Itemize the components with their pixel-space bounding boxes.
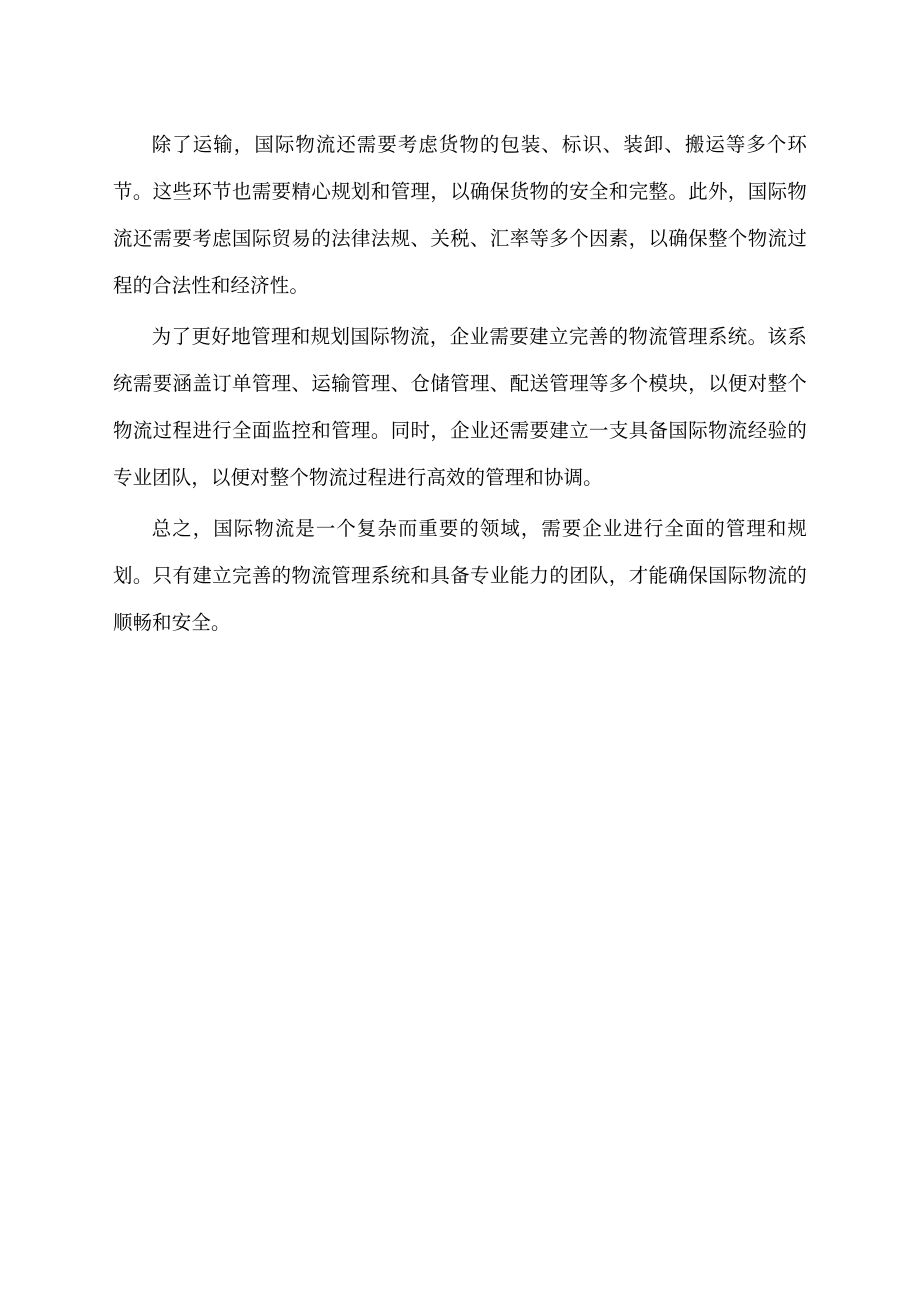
paragraph-packaging-and-regulations: 除了运输，国际物流还需要考虑货物的包装、标识、装卸、搬运等多个环节。这些环节也需要精心规划和管理，以确保货物的安全和完整。此外，国际物流还需要考虑国际贸易的法律法规、关税、汇率等多个因素，以确保整个物流过程的合法性和经济性。 [113,133,807,297]
paragraph-logistics-management-system: 为了更好地管理和规划国际物流，企业需要建立完善的物流管理系统。该系统需要涵盖订单管理、运输管理、仓储管理、配送管理等多个模块，以便对整个物流过程进行全面监控和管理。同时，企业还需要建立一支具备国际物流经验的专业团队，以便对整个物流过程进行高效的管理和协调。 [113,325,807,489]
paragraph-conclusion: 总之，国际物流是一个复杂而重要的领域，需要企业进行全面的管理和规划。只有建立完善的物流管理系统和具备专业能力的团队，才能确保国际物流的顺畅和安全。 [113,517,807,634]
document-body [113,121,807,650]
